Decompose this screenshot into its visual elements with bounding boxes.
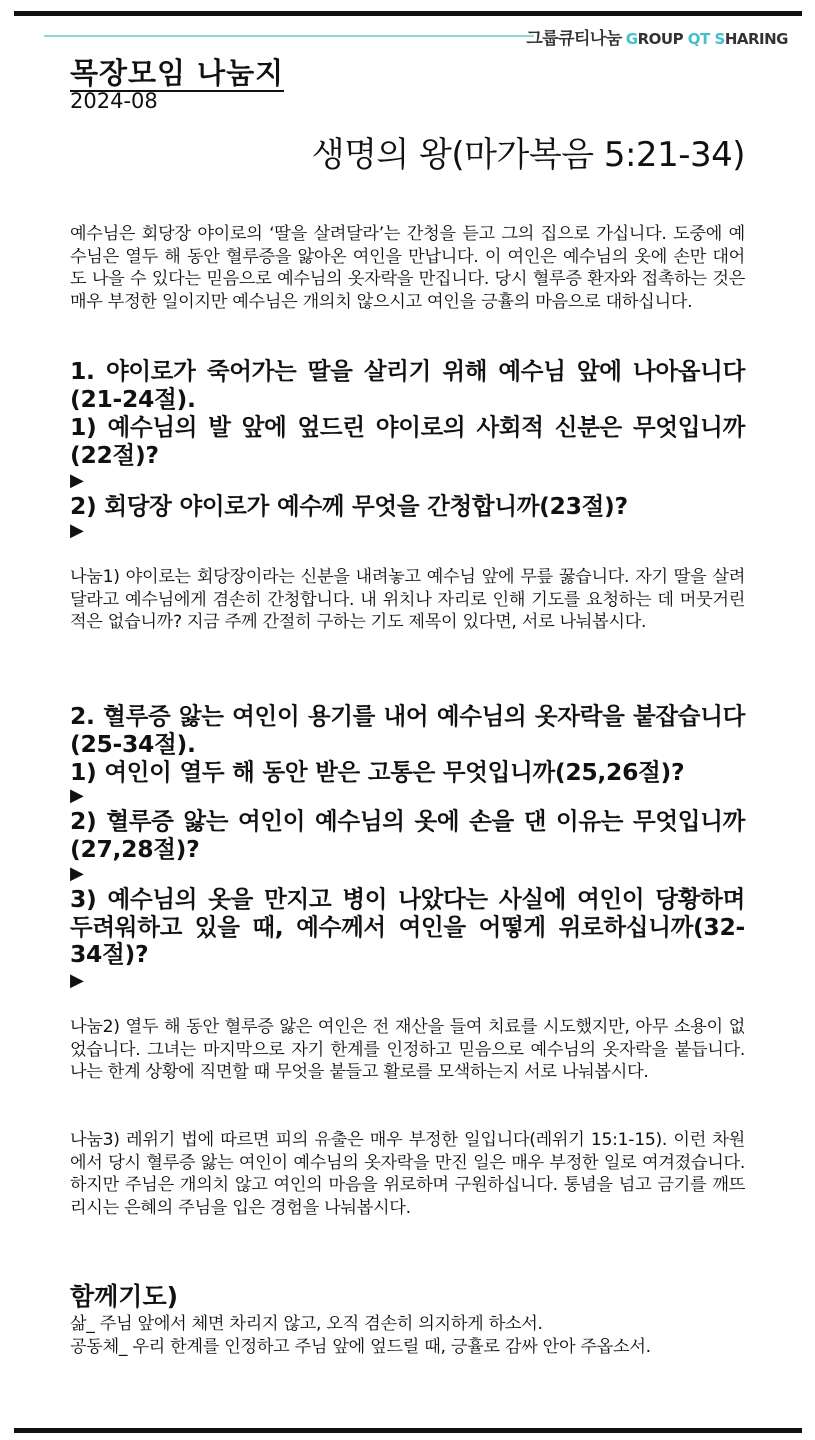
share-3-paragraph: 나눔3) 레위기 법에 따르면 피의 유출은 매우 부정한 일입니다(레위기 15:1-15). 이런 차원에서 당시 혈루증 앓는 여인이 예수님의 옷자락을 만진 일은 매우 부정한 일로 여겨졌습니다. 하지만 주님은 개의치 않고 여인의 마음을 위로하며 구원하십니다. 통념을 넘고 금기를 깨뜨리시는 은혜의 주님을 입은 경험을 나눠봅시다. (70, 1130, 746, 1218)
intro-paragraph: 예수님은 회당장 야이로의 ‘딸을 살려달라’는 간청을 듣고 그의 집으로 가십니다. 도중에 예수님은 열두 해 동안 혈루증을 앓아온 여인을 만납니다. 이 여인은 예수님의 옷에 손만 대어도 나을 수 있다는 믿음으로 예수님의 옷자락을 만집니다. 당시 혈루증 환자와 접촉하는 것은 매우 부정한 일이지만 예수님은 개의치 않으시고 여인을 긍휼의 마음으로 대하십니다. (70, 224, 746, 312)
header-accent-line (44, 35, 534, 37)
brand-english: GROUP QT SHARING (625, 30, 788, 48)
answer-arrow-icon: ▶ (70, 970, 84, 991)
bottom-rule (14, 1428, 802, 1433)
share-1-paragraph: 나눔1) 야이로는 회당장이라는 신분을 내려놓고 예수님 앞에 무릎 꿇습니다. 자기 딸을 살려달라고 예수님에게 겸손히 간청합니다. 내 위치나 자리로 인해 기도를 요청하는 데 머뭇거린 적은 없습니까? 지금 주께 간절히 구하는 기도 제목이 있다면, 서로 나눠봅시다. (70, 567, 745, 632)
answer-arrow-icon: ▶ (70, 520, 84, 541)
section2-heading: 2. 혈루증 앓는 여인이 용기를 내어 예수님의 옷자락을 붙잡습니다(25-34절). (70, 702, 745, 758)
section1-question-2: 2) 회당장 야이로가 예수께 무엇을 간청합니까(23절)? (70, 492, 628, 520)
answer-arrow-icon: ▶ (70, 470, 84, 491)
share-2-paragraph: 나눔2) 열두 해 동안 혈루증 앓은 여인은 전 재산을 들여 치료를 시도했지만, 아무 소용이 없었습니다. 그녀는 마지막으로 자기 한계를 인정하고 믿음으로 예수님의 옷자락을 붙듭니다. 나는 한계 상황에 직면할 때 무엇을 붙들고 활로를 모색하는지 서로 나눠봅시다. (70, 1017, 745, 1082)
section2-question-3: 3) 예수님의 옷을 만지고 병이 나았다는 사실에 여인이 당황하며 두려워하고 있을 때, 예수께서 여인을 어떻게 위로하십니까(32-34절)? (70, 885, 745, 968)
section2-question-2: 2) 혈루증 앓는 여인이 예수님의 옷에 손을 댄 이유는 무엇입니까(27,28절)? (70, 807, 745, 863)
top-rule (14, 11, 802, 16)
section1-heading: 1. 야이로가 죽어가는 딸을 살리기 위해 예수님 앞에 나아옵니다(21-24절). (70, 357, 745, 413)
brand-korean: 그룹큐티나눔 (526, 29, 622, 49)
document-date: 2024-08 (70, 89, 158, 113)
answer-arrow-icon: ▶ (70, 863, 84, 884)
prayer-line-life: 삶_ 주님 앞에서 체면 차리지 않고, 오직 겸손히 의지하게 하소서. (70, 1314, 543, 1334)
section2-question-1: 1) 여인이 열두 해 동안 받은 고통은 무엇입니까(25,26절)? (70, 758, 685, 786)
prayer-line-community: 공동체_ 우리 한계를 인정하고 주님 앞에 엎드릴 때, 긍휼로 감싸 안아 주옵소서. (70, 1337, 651, 1357)
brand-logo (526, 24, 788, 49)
main-title: 생명의 왕(마가복음 5:21-34) (311, 135, 745, 175)
prayer-title: 함께기도) (70, 1282, 179, 1311)
section1-question-1: 1) 예수님의 발 앞에 엎드린 야이로의 사회적 신분은 무엇입니까(22절)? (70, 413, 745, 469)
answer-arrow-icon: ▶ (70, 785, 84, 806)
document-title: 목장모임 나눔지 (70, 56, 285, 90)
